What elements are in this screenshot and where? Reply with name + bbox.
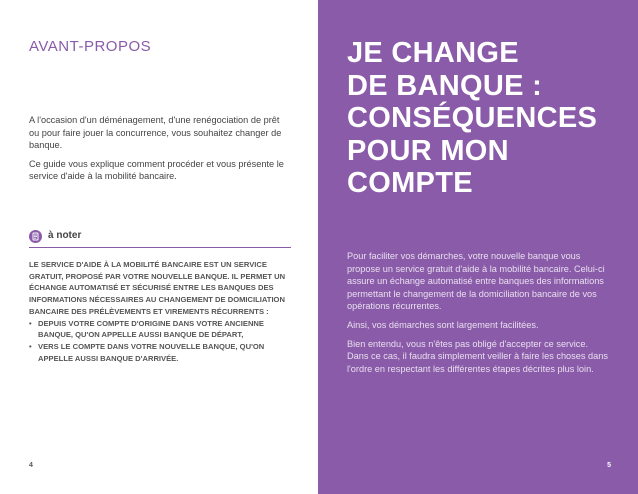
page-number-right: 5 <box>607 462 611 469</box>
body-paragraph: Ainsi, vos démarches sont largement facilitées. <box>347 319 539 330</box>
right-body-text <box>347 250 609 381</box>
section-title: AVANT-PROPOS <box>29 38 152 55</box>
intro-text <box>29 114 291 189</box>
bullet-icon: • <box>29 341 32 351</box>
headline-line: CONSÉQUENCES <box>347 102 598 134</box>
note-bullet-list <box>29 318 291 365</box>
headline-line: POUR MON <box>347 134 509 167</box>
note-paragraph: LE SERVICE D'AIDE À LA MOBILITÉ BANCAIRE EST UN SERVICE GRATUIT, PROPOSÉ PAR VOTRE NOUVELLE BANQUE. IL PERMET UN ÉCHANGE AUTOMATISÉ ET SÉCURISÉ ENTRE LES BANQUES DES INFORMATIONS NÉCESSAIRES AU CHANGEMENT DE DOMICILIATION BANCAIRE DES PRÉLÈVEMENTS ET VIREMENTS RÉCURRENTS : <box>29 260 286 316</box>
right-page <box>318 0 638 494</box>
note-body <box>29 259 291 364</box>
list-item-text: VERS LE COMPTE DANS VOTRE NOUVELLE BANQUE, QU'ON APPELLE AUSSI BANQUE D'ARRIVÉE. <box>38 341 265 363</box>
note-icon <box>29 230 42 243</box>
intro-paragraph: Ce guide vous explique comment procéder et vous présente le service d'aide à la mobilité bancaire. <box>29 158 284 181</box>
list-item <box>29 318 291 341</box>
headline <box>347 37 627 200</box>
headline-line: COMPTE <box>347 167 473 199</box>
note-label: à noter <box>48 230 82 241</box>
headline-line: JE CHANGE <box>347 37 519 69</box>
left-page <box>0 0 318 494</box>
page-number-left: 4 <box>29 462 33 469</box>
body-paragraph: Pour faciliter vos démarches, votre nouvelle banque vous propose un service gratuit d'aide à la mobilité bancaire. Celui-ci assure un échange automatisé entre banques des informations permettant le changement de la domiciliation bancaire de vos opérations récurrentes. <box>347 251 605 312</box>
bullet-icon: • <box>29 318 32 328</box>
note-header <box>29 229 291 248</box>
list-item-text: DEPUIS VOTRE COMPTE D'ORIGINE DANS VOTRE ANCIENNE BANQUE, QU'ON APPELLE AUSSI BANQUE DE DÉPART, <box>38 318 264 340</box>
list-item <box>29 341 291 364</box>
body-paragraph: Bien entendu, vous n'êtes pas obligé d'accepter ce service. Dans ce cas, il faudra simplement veiller à faire les choses dans l'ordre en respectant les différentes étapes décrites plus loin. <box>347 338 608 374</box>
headline-line: DE BANQUE : <box>347 69 543 102</box>
intro-paragraph: A l'occasion d'un déménagement, d'une renégociation de prêt ou pour faire jouer la concurrence, vous souhaitez changer de banque. <box>29 115 282 150</box>
